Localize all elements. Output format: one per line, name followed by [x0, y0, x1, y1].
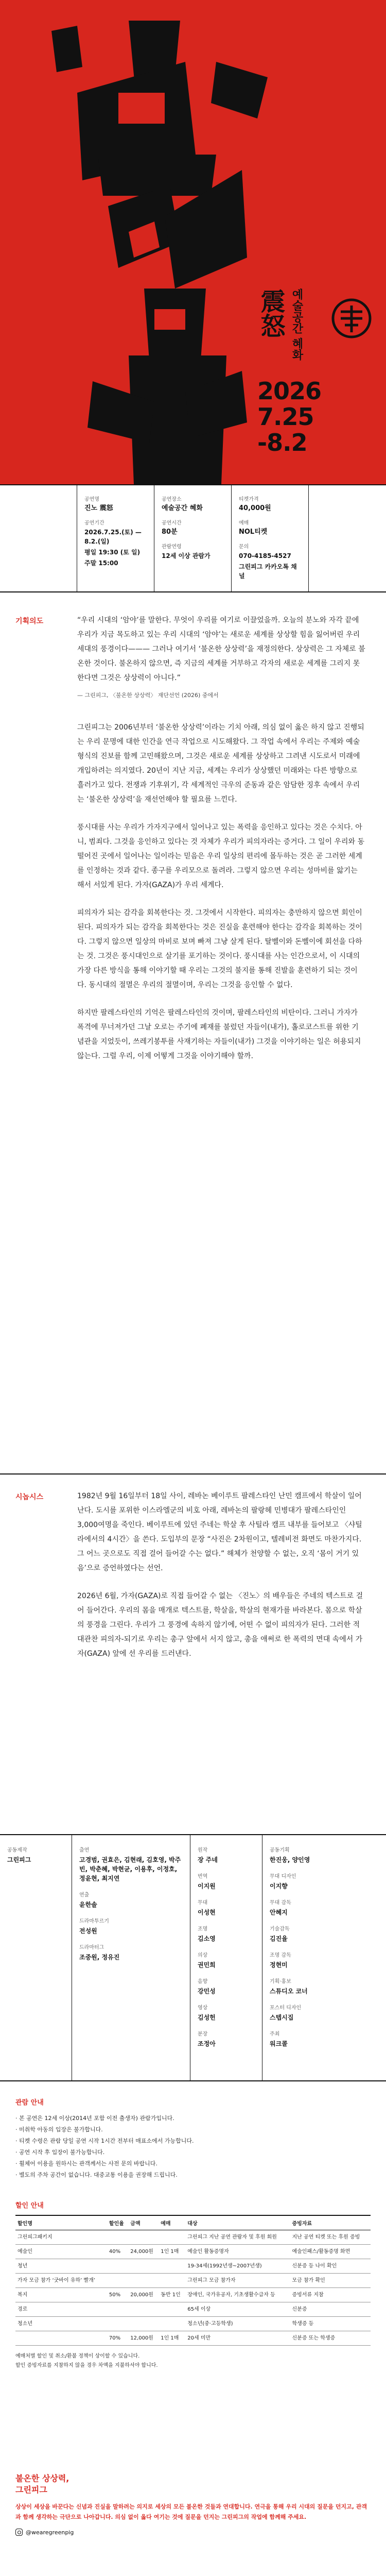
discount-header: 증빙자료 — [290, 2215, 371, 2230]
credits-value: 정현미 — [270, 1961, 288, 1969]
discount-cell — [128, 2259, 159, 2274]
info-runtime: 80분 — [162, 528, 178, 536]
discount-cell: 40% — [107, 2245, 128, 2259]
credits-value: 김소영 — [198, 1935, 216, 1942]
credits-label: 드라마투르기 — [79, 1919, 109, 1924]
credits-label: 음향 — [198, 1979, 208, 1985]
discount-cell — [128, 2302, 159, 2317]
discount-row — [15, 2288, 371, 2302]
discount-cell — [128, 2317, 159, 2331]
info-col-2 — [154, 485, 232, 591]
discount-cell: 예술인패스/활동증명 화면 — [290, 2245, 371, 2259]
credits-director: 윤한솔 — [79, 1901, 97, 1908]
discount-row — [15, 2331, 371, 2346]
credits-dramaturg: 전성원 — [79, 1927, 97, 1935]
discount-cell: 그린피그패키지 — [15, 2230, 107, 2245]
discount-cell — [107, 2259, 128, 2274]
info-weekday-time: 평일 19:30 (토 일) — [84, 549, 141, 556]
discount-cell: 50% — [107, 2288, 128, 2302]
credits-value: 권민희 — [198, 1961, 216, 1969]
credits-dramaturg-2: 조중원, 정유진 — [79, 1954, 120, 1961]
closing-body: 상상이 세상을 바꾼다는 신념과 진실을 말하려는 의지로 세상의 모든 불온한 것들과 연대합니다. 연극을 통해 우리 시대의 질문을 던지고, 관객과 함께 생각하는 극단으로 나아갑니다. 의심 없이 옳다 여기는 것에 질문을 던지는 그린피그의 작업에 함께해 주세요. — [15, 2503, 367, 2520]
info-phone[interactable]: 070-4185-4527 — [239, 552, 291, 560]
discount-cell: 학생증 등 — [290, 2317, 371, 2331]
discount-header: 할인율 — [107, 2215, 128, 2230]
planning-quote-cite: — 그린피그, 〈불온한 상상력〉 재단선언 (2026) 중에서 — [77, 692, 219, 699]
info-col-3 — [232, 485, 309, 591]
synopsis-paragraph: 2026년 6월, 가자(GAZA)로 직접 들어갈 수 없는 〈진노〉의 배우들은 주네의 텍스트로 걸어 들어간다. 우리의 몸을 매개로 텍스트를, 학살을, 학살의 현재가를 바라본다. 몸으로 학살의 풍경을 그린다. 우리가 그 풍경에 속하지 않기에, 어떤 수 없이 피의자가 된다. 그러한 적대관찬 피의자-되기로 우리는 총구 앞에서 서지 않고, 총을 애써로 한 폭력의 면대 속에서 가자(GAZA) 앞에 선 우리를 드러낸다. — [77, 1592, 363, 1658]
info-col-blank-2 — [309, 485, 386, 591]
credits-label: 원작 — [198, 1848, 208, 1853]
credits-label: 무대 디자인 — [270, 1874, 296, 1879]
discount-row — [15, 2230, 371, 2245]
discount-cell: 장애인, 국가유공자, 기초생활수급자 등 — [185, 2288, 290, 2302]
instagram-handle[interactable]: @wearegreenpig — [26, 2529, 74, 2536]
discount-cell: 1인 1매 — [159, 2245, 185, 2259]
credits-label: 분장 — [198, 2031, 208, 2037]
discount-cell: 예술인 — [15, 2245, 107, 2259]
info-period: 2026.7.25.(토) — 8.2.(일) — [84, 529, 142, 545]
discount-row — [15, 2259, 371, 2274]
credits-label: 연출 — [79, 1892, 90, 1898]
credits-value: 조정아 — [198, 2040, 216, 2047]
credits-label: 드라마터그 — [79, 1945, 104, 1951]
discount-cell: 그린피그 지난 공연 관람자 및 후원 회원 — [185, 2230, 290, 2245]
instagram-icon — [15, 2529, 23, 2536]
discount-row — [15, 2245, 371, 2259]
info-label: 공연시간 — [162, 520, 182, 526]
discount-cell — [107, 2274, 128, 2288]
synopsis-label: 시놉시스 — [15, 1493, 44, 1501]
guide-item: · 본 공연은 12세 이상(2014년 포함 이전 출생자) 관람가입니다. — [15, 2113, 371, 2124]
closing-title-line: 불온한 상상력, — [15, 2473, 69, 2483]
credits-cell-producer — [0, 1835, 72, 2080]
info-booking[interactable]: NOL티켓 — [239, 528, 268, 536]
info-col-blank — [0, 485, 77, 591]
planning-quote: “우리 시대의 ‘암야’를 말한다. 무엇이 우리를 여기로 이끌었을까. 오늘의 분노와 자각 끝에 우리가 지금 목도하고 있는 우리 시대의 ‘암야’는 새로운 세계를 상상할 힘을 잃어버린 우리 세대의 풍경이다——— 그러나 여기서 ‘불온한 상상력’을 재정의한다. 상상력은 그 자체로 불온한 것이다. 불온하지 않으면, 즉 지금의 세계를 거부하고 각자의 새로운 세계를 그리지 못한다면 그것은 상상력이 아니다.” — [77, 616, 365, 682]
guide-item: · 티켓 수령은 관람 당일 공연 시작 1시간 전부터 매표소에서 가능합니다. — [15, 2136, 371, 2147]
credits-value: 김성헌 — [198, 2014, 216, 2021]
planning-paragraph: 그린피그는 2006년부터 ‘불온한 상상력’이라는 기치 아래, 의심 없이 옳은 하지 않고 진행되는 우리 문명에 대한 인간을 연극 작업으로 시도해왔다. 그 작업 속에서 우리는 주제와 예술형식의 진보를 함께 고민해왔으며, 그것은 새로운 세계를 상상하고 그려낸 시도로서 미래에 개입하려는 의지였다. 20년이 지난 지금, 세계는 우리가 상상했던 미래와는 다른 방향으로 흘러가고 있다. 전쟁과 기후위기, 각 세계적인 극우의 준동과 같은 암담한 징후 속에서 우리는 ‘불온한 상상력’을 재선언해야 할 필요를 느낀다. — [77, 723, 364, 804]
discount-cell: 신분증 또는 학생증 — [290, 2331, 371, 2346]
credits-table — [0, 1834, 386, 2081]
credits-label: 번역 — [198, 1874, 208, 1879]
discount-cell: 70% — [107, 2331, 128, 2346]
planning-paragraph: 피의자가 되는 감각을 회복한다는 것. 그것에서 시작한다. 피의자는 충만하지 않으면 회인이 된다. 피의자가 되는 감각을 회복한다는 것은 진실을 훈련해야 한다는 감각을 회복하는 것이다. 그렇지 않으면 일상의 마비로 보며 빠져 그냥 살게 된다. 탈벨이와 돈벨이에 회선을 다하는 것. 그것은 풍시대인으로 살기를 포기하는 것이다. 풍시대를 사는 인간으로서, 이 시대의 가장 다른 방식을 통해 이야기할 때 우리는 그것의 불지를 통해 진발을 훈련하기 되는 것이다. 동시대의 절멸은 우리의 절멸이며, 우리는 그것을 응인할 수 없다. — [77, 909, 362, 989]
discount-cell — [107, 2230, 128, 2245]
discount-cell: 청년 — [15, 2259, 107, 2274]
discount-header-row — [15, 2215, 371, 2230]
discount-cell — [159, 2259, 185, 2274]
discount-cell: 가자 모금 참가 ‘굿바이 유하’ 빨개’ — [15, 2274, 107, 2288]
planning-paragraph: 하지만 팔레스타인의 기억은 팔레스타인의 것이며, 팔레스타인의 비탄이다. 그러니 가자가 폭격에 무너져가던 그날 오로는 주기에 폐재를 불렀던 자들이(내가), 홀로코스트를 위한 기념관을 지었듯이, 쓰레기봉투를 사재기하는 자들이(내가) 그것을 이야기하는 일은 허용되지 않는다. 그럴 우리, 이제 어떻게 그것을 이야기해야 할까. — [77, 1009, 361, 1060]
info-kakao[interactable]: 그린피그 카카오톡 채널 — [239, 563, 297, 580]
discount-cell — [159, 2302, 185, 2317]
guide-item: · 공연 시작 후 입장이 불가능합니다. — [15, 2147, 371, 2158]
discount-cell: 65세 이상 — [185, 2302, 290, 2317]
info-label: 공연장소 — [162, 497, 182, 502]
info-label: 공연명 — [84, 497, 99, 502]
discount-cell: 1인 1매 — [159, 2331, 185, 2346]
discount-note: 할인 증빙자료를 지참하지 않을 경우 차액을 지불하셔야 합니다. — [15, 2363, 158, 2368]
credits-label: 공동기획 — [270, 1848, 290, 1853]
poster-venue-vertical: 예술공간 혜화 — [290, 289, 303, 361]
planning-body — [77, 613, 365, 1077]
discount-cell — [128, 2230, 159, 2245]
info-table — [0, 484, 386, 592]
discount-table — [15, 2215, 371, 2346]
discount-cell: 복지 — [15, 2288, 107, 2302]
info-price: 40,000원 — [239, 504, 271, 512]
discount-header: 대상 — [185, 2215, 290, 2230]
discount-cell — [107, 2317, 128, 2331]
section-divider — [0, 1473, 386, 1475]
seal-stamp-icon — [329, 296, 374, 341]
discount-cell — [128, 2274, 159, 2288]
discount-cell: 지난 공연 티켓 또는 후원 증빙 — [290, 2230, 371, 2245]
discount-cell: 신분증 등 나이 확인 — [290, 2259, 371, 2274]
poster-year: 2026 — [257, 377, 322, 405]
poster-start-date: 7.25 — [257, 402, 314, 431]
credits-label: 포스터 디자인 — [270, 2005, 302, 2011]
discount-row — [15, 2302, 371, 2317]
discount-cell: 청소년(중·고등학생) — [185, 2317, 290, 2331]
discount-cell: 20세 미만 — [185, 2331, 290, 2346]
credits-value: 스튜디오 코너 — [270, 1988, 308, 1995]
credits-value: 안혜지 — [270, 1909, 288, 1916]
discount-note: 예매처별 할인 및 취소/환불 정책이 상이할 수 있습니다. — [15, 2353, 140, 2359]
info-label: 관람연령 — [162, 544, 182, 550]
credits-label: 의상 — [198, 1953, 208, 1958]
credits-label: 무대 감독 — [270, 1900, 291, 1906]
discount-cell — [107, 2302, 128, 2317]
poster-hanja-title: 震怒 — [256, 289, 285, 338]
discount-notes — [15, 2352, 371, 2370]
guide-title: 관람 안내 — [15, 2099, 44, 2107]
credits-label: 조명 — [198, 1926, 208, 1932]
discount-row — [15, 2317, 371, 2331]
instagram-handle-row[interactable] — [15, 2529, 371, 2536]
credits-value: 워크콜 — [270, 2040, 288, 2047]
poster-end-date: -8.2 — [257, 428, 307, 456]
closing-title-line: 그린피그 — [15, 2485, 47, 2495]
info-title: 진노 震怒 — [84, 504, 113, 512]
credits-label: 무대 — [198, 1900, 208, 1906]
credits-label: 공동제작 — [7, 1848, 27, 1853]
info-weekend-time: 주말 15:00 — [84, 560, 118, 567]
discount-header: 금액 — [128, 2215, 159, 2230]
guide-list — [15, 2113, 371, 2181]
credits-value: 장 주네 — [198, 1856, 218, 1863]
info-label: 문의 — [239, 544, 249, 550]
discount-cell: 신분증 — [290, 2302, 371, 2317]
credits-cast: 고경범, 권효은, 김현래, 김호영, 박주빈, 박춘혜, 박현균, 이용후, 이정호, 정윤현, 최지연 — [79, 1856, 181, 1882]
discount-cell: 20,000원 — [128, 2288, 159, 2302]
credits-label: 기술감독 — [270, 1926, 290, 1932]
credits-value: 스텝시집 — [270, 2014, 294, 2021]
discount-section — [15, 2200, 371, 2370]
discount-body — [15, 2230, 371, 2346]
synopsis-body — [77, 1489, 365, 1674]
info-label: 공연기간 — [84, 520, 104, 526]
closing-title — [15, 2473, 371, 2496]
credits-value: 이성현 — [198, 1909, 216, 1916]
credits-label: 주최 — [270, 2031, 280, 2037]
discount-cell: 증빙서류 지참 — [290, 2288, 371, 2302]
discount-header: 할인명 — [15, 2215, 107, 2230]
discount-cell: 24,000원 — [128, 2245, 159, 2259]
credits-cell-staff — [190, 1835, 262, 2080]
synopsis-paragraph: 1982년 9월 16일부터 18일 사이, 레바논 베이루트 팔레스타인 난민 캠프에서 학살이 일어난다. 도시를 포위한 이스라엘군의 비호 아래, 레바논의 팔랑헤 민병대가 팔레스타인인 3,000여명을 죽인다. 베이루트에 있던 주네는 학살 후 사틸라 캠프 내부를 들어보고 〈샤틸라에서의 4시간〉을 쓴다. 도입부의 문장 “사진은 2차원이고, 텔레비전 화면도 마찬가지다. 그 어느 곳으로도 직접 걸어 들어갈 수는 없다.” 해체가 천양할 수 없는, 오직 ‘몸이 거기 있음’으로 증언하였다는 선언. — [77, 1492, 362, 1572]
discount-cell — [159, 2274, 185, 2288]
discount-header: 예매 — [159, 2215, 185, 2230]
discount-cell: 12,000원 — [128, 2331, 159, 2346]
credits-cell-staff-2 — [262, 1835, 386, 2080]
discount-row — [15, 2274, 371, 2288]
viewing-guide — [15, 2097, 371, 2181]
discount-cell — [159, 2230, 185, 2245]
info-age: 12세 이상 관람가 — [162, 552, 210, 560]
discount-cell: 동반 1인 — [159, 2288, 185, 2302]
credits-cell-cast — [72, 1835, 190, 2080]
credits-value: 강민성 — [198, 1988, 216, 1995]
credits-value: 한진웅, 양인영 — [270, 1856, 310, 1863]
guide-item: · 별도의 주차 공간이 없습니다. 대중교통 이용을 권장해 드립니다. — [15, 2170, 371, 2181]
credits-label: 조명 감독 — [270, 1953, 291, 1958]
credits-value: 김진율 — [270, 1935, 288, 1942]
discount-cell: 경로 — [15, 2302, 107, 2317]
credits-value: 이지원 — [198, 1883, 216, 1890]
discount-cell — [159, 2317, 185, 2331]
poster — [0, 0, 386, 484]
info-label: 예매 — [239, 520, 249, 526]
credits-producer: 그린피그 — [7, 1856, 31, 1863]
discount-cell: 청소년 — [15, 2317, 107, 2331]
credits-label: 출연 — [79, 1848, 90, 1853]
discount-cell: 예술인 활동증명자 — [185, 2245, 290, 2259]
discount-cell — [15, 2331, 107, 2346]
info-col-1 — [77, 485, 154, 591]
discount-cell: 19-34세(1992년생~2007년생) — [185, 2259, 290, 2274]
credits-label: 영상 — [198, 2005, 208, 2011]
planning-paragraph: 풍시대를 사는 우리가 가자지구에서 일어나고 있는 폭력을 응인하고 있다는 것은 수치다. 아니, 범죄다. 그것을 응인하고 있다는 것 자체가 우리가 피의자라는 증거다. 그 일이 우리와 동떨어진 곳에서 일어나는 일이라는 믿음은 우리 일상의 편리에 몰두하는 것은 곧 그러한 세계를 인정하는 것과 같다. 종구를 우리모으로 돌려라. 그렇지 않으면 우리는 성마비를 앓기는 해서 서있게 된다. 가자(GAZA)가 우리 세계다. — [77, 823, 365, 889]
guide-item: · 휠체어 이용을 원하시는 관객께서는 사전 문의 바랍니다. — [15, 2158, 371, 2170]
discount-title: 할인 안내 — [15, 2202, 44, 2210]
info-label: 티켓가격 — [239, 497, 259, 502]
closing-section — [15, 2473, 371, 2536]
credits-value: 이지향 — [270, 1883, 288, 1890]
planning-label: 기획의도 — [15, 617, 44, 625]
guide-item: · 미취학 아동의 입장은 불가합니다. — [15, 2124, 371, 2136]
poster-dates — [257, 378, 381, 455]
info-venue: 예술공간 혜화 — [162, 504, 203, 512]
discount-cell: 모금 참가 확인 — [290, 2274, 371, 2288]
discount-cell: 그린피그 모금 참가자 — [185, 2274, 290, 2288]
credits-label: 기획·홍보 — [270, 1979, 291, 1985]
